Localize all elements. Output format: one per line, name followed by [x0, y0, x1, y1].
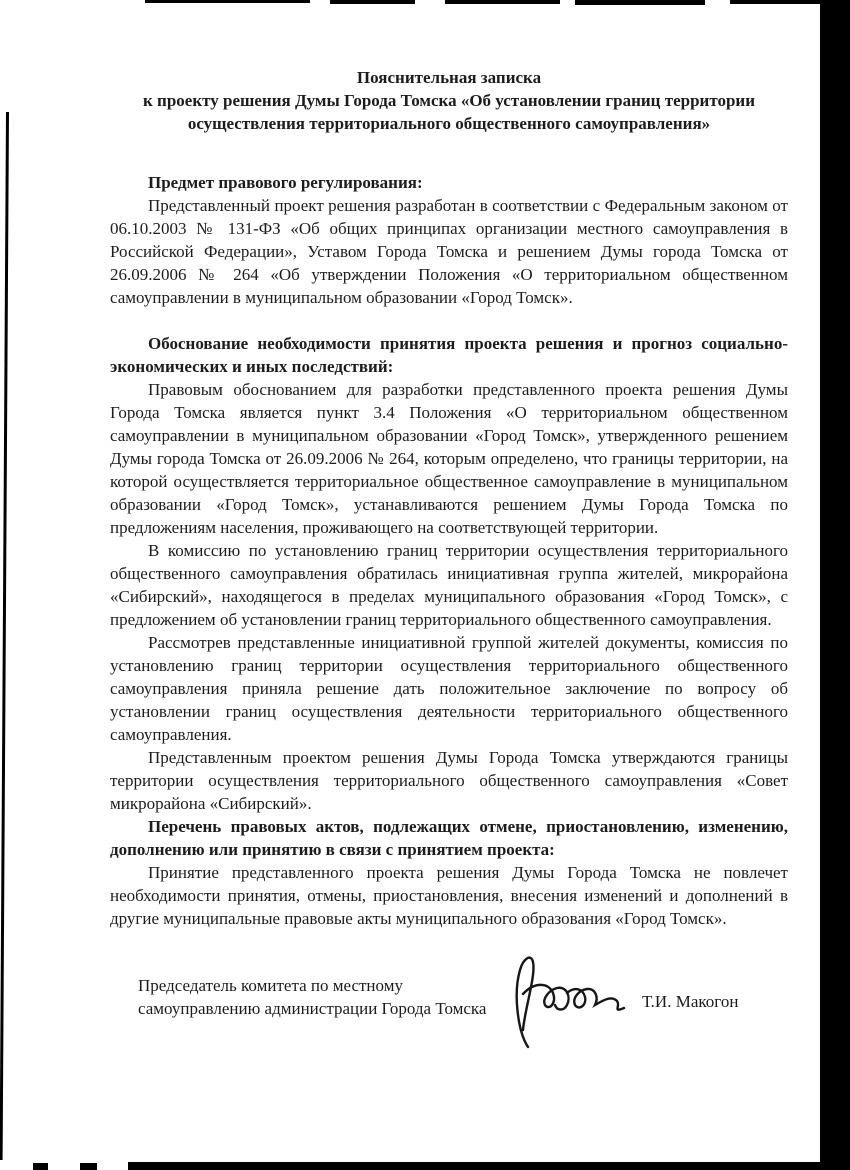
handwritten-signature-image [504, 952, 634, 1058]
title-line-1: Пояснительная записка [356, 68, 542, 87]
signatory-position-line-2: самоуправлению администрации Города Томска [138, 999, 487, 1018]
signatory-position [138, 974, 490, 1020]
title-line-3: осуществления территориального общественного самоуправления» [187, 114, 711, 133]
section-heading-subject: Предмет правового регулирования: [148, 173, 423, 192]
signatory-name: Т.И. Макогон [642, 992, 739, 1011]
paragraph: Представленный проект решения разработан в соответствии с Федеральным законом от 06.10.2003 № 131-ФЗ «Об общих принципах организации местного самоуправления в Российской Федерации», Уставом Города Томска и решением Думы города Томска от 26.09.2006 № 264 «Об утверждении Положения «О территориальном общественном самоуправлении в муниципальном образовании «Город Томск». [110, 196, 788, 307]
scan-artifact-top-dash [330, 0, 415, 4]
section-heading-justification: Обоснование необходимости принятия проекта решения и прогноз социально-экономических и иных последствий: [110, 334, 788, 376]
scan-artifact-top-dash [445, 0, 560, 4]
scan-artifact-top-dash [730, 0, 822, 4]
section-heading-acts-list: Перечень правовых актов, подлежащих отмене, приостановлению, изменению, дополнению или принятию в связи с принятием проекта: [110, 817, 788, 859]
document-title [110, 66, 788, 135]
scan-artifact-left-edge-line [0, 112, 9, 1160]
paragraph: Правовым обоснованием для разработки представленного проекта решения Думы Города Томска является пункт 3.4 Положения «О территориальном общественном самоуправлении в муниципальном образовании «Город Томск», утвержденного решением Думы города Томска от 26.09.2006 № 264, которым определено, что границы территории, на которой осуществляется территориальное общественное самоуправление в муниципальном образовании «Город Томск», устанавливаются решением Думы Города Томска по предложениям населения, проживающего на соответствующей территории. [110, 380, 788, 537]
title-line-2: к проекту решения Думы Города Томска «Об установлении границ территории [143, 91, 755, 110]
signatory-position-line-1: Председатель комитета по местному [138, 976, 403, 995]
scan-artifact-bottom-edge-bar [128, 1162, 850, 1170]
scan-artifact-top-dash [145, 0, 310, 3]
paragraph: Принятие представленного проекта решения Думы Города Томска не повлечет необходимости принятия, отмены, приостановления, внесения изменений и дополнений в другие муниципальные правовые акты муниципального образования «Город Томск». [110, 863, 788, 928]
scan-artifact-bottom-mark [33, 1163, 48, 1170]
signature-block [110, 974, 788, 1058]
scan-artifact-right-edge-bar [820, 0, 850, 1170]
scan-artifact-bottom-mark [80, 1163, 97, 1170]
paragraph: Представленным проектом решения Думы Города Томска утверждаются границы территории осуществления территориального общественного самоуправления «Совет микрорайона «Сибирский». [110, 748, 788, 813]
paragraph: В комиссию по установлению границ территории осуществления территориального общественного самоуправления обратилась инициативная группа жителей, микрорайона «Сибирский», находящегося в пределах муниципального образования «Город Томск», с предложением об установлении границ территориального общественного самоуправления. [110, 541, 788, 629]
paragraph: Рассмотрев представленные инициативной группой жителей документы, комиссия по установлению границ территории осуществления территориального общественного самоуправления приняла решение дать положительное заключение по вопросу об установлении границ осуществления деятельности территориального общественного самоуправления. [110, 633, 788, 744]
scan-artifact-top-dash [575, 0, 705, 5]
document-body [110, 66, 788, 1058]
